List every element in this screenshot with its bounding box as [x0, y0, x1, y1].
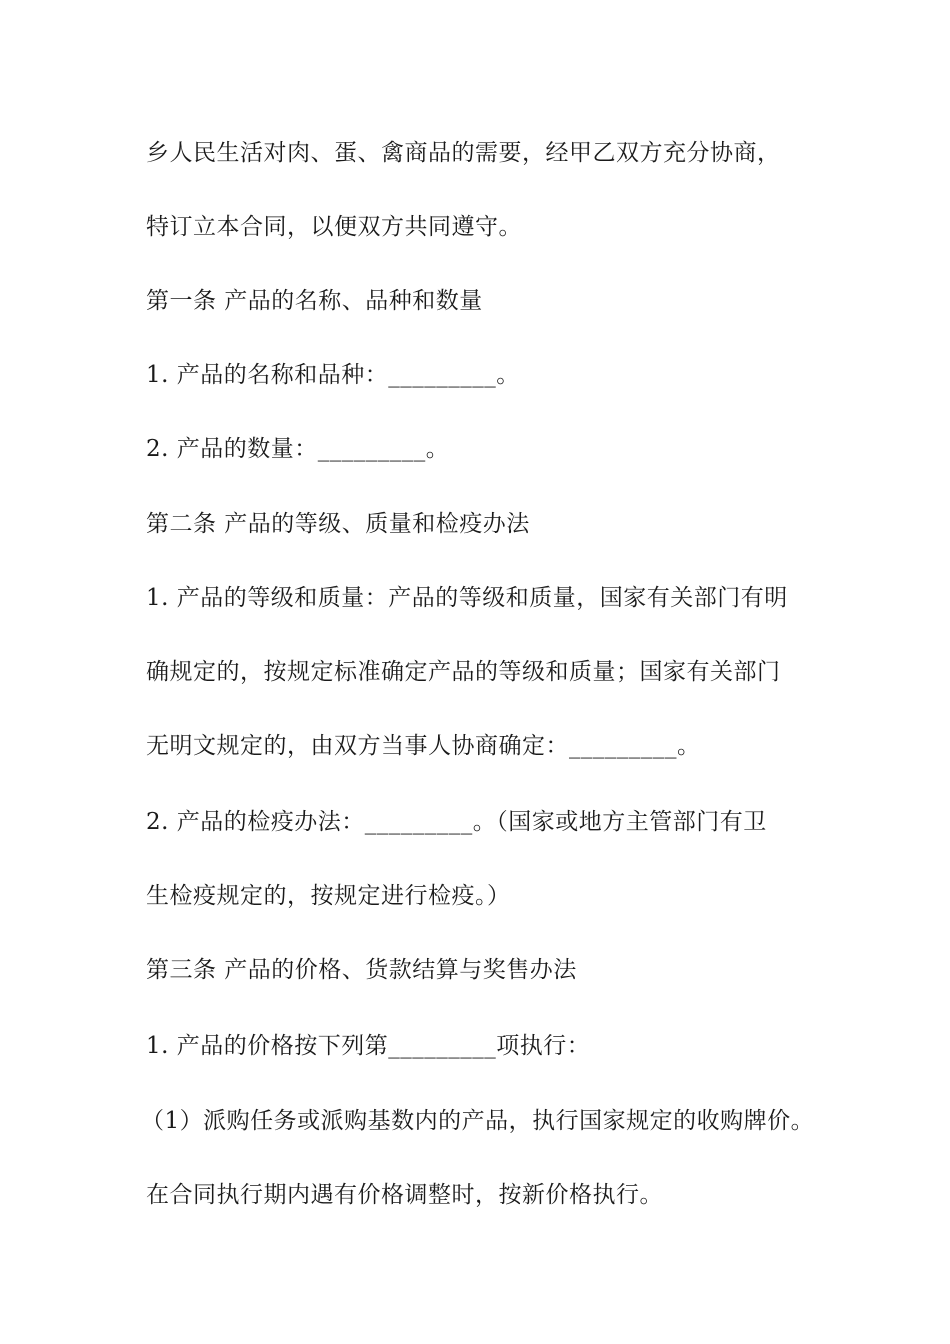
clause-item: 1. 产品的名称和品种：_________。: [146, 362, 520, 388]
clause-item: 2. 产品的数量：_________。: [146, 436, 450, 462]
clause-item: 1. 产品的等级和质量：产品的等级和质量，国家有关部门有明: [146, 585, 788, 611]
section-heading: 第二条 产品的等级、质量和检疫办法: [146, 511, 530, 537]
clause-item: 1. 产品的价格按下列第_________项执行：: [146, 1033, 591, 1059]
paragraph-line: 在合同执行期内遇有价格调整时，按新价格执行。: [146, 1182, 663, 1208]
paragraph-line: 乡人民生活对肉、蛋、禽商品的需要，经甲乙双方充分协商，: [146, 140, 781, 166]
clause-subitem: （1）派购任务或派购基数内的产品，执行国家规定的收购牌价。: [141, 1108, 815, 1134]
paragraph-line: 确规定的，按规定标准确定产品的等级和质量；国家有关部门: [146, 659, 781, 685]
section-heading: 第一条 产品的名称、品种和数量: [146, 288, 483, 314]
section-heading: 第三条 产品的价格、货款结算与奖售办法: [146, 957, 577, 983]
paragraph-line: 特订立本合同，以便双方共同遵守。: [146, 214, 522, 240]
paragraph-line: 无明文规定的，由双方当事人协商确定：_________。: [146, 733, 701, 759]
clause-item: 2. 产品的检疫办法：_________。（国家或地方主管部门有卫: [146, 809, 767, 835]
paragraph-line: 生检疫规定的，按规定进行检疫。）: [146, 883, 511, 909]
